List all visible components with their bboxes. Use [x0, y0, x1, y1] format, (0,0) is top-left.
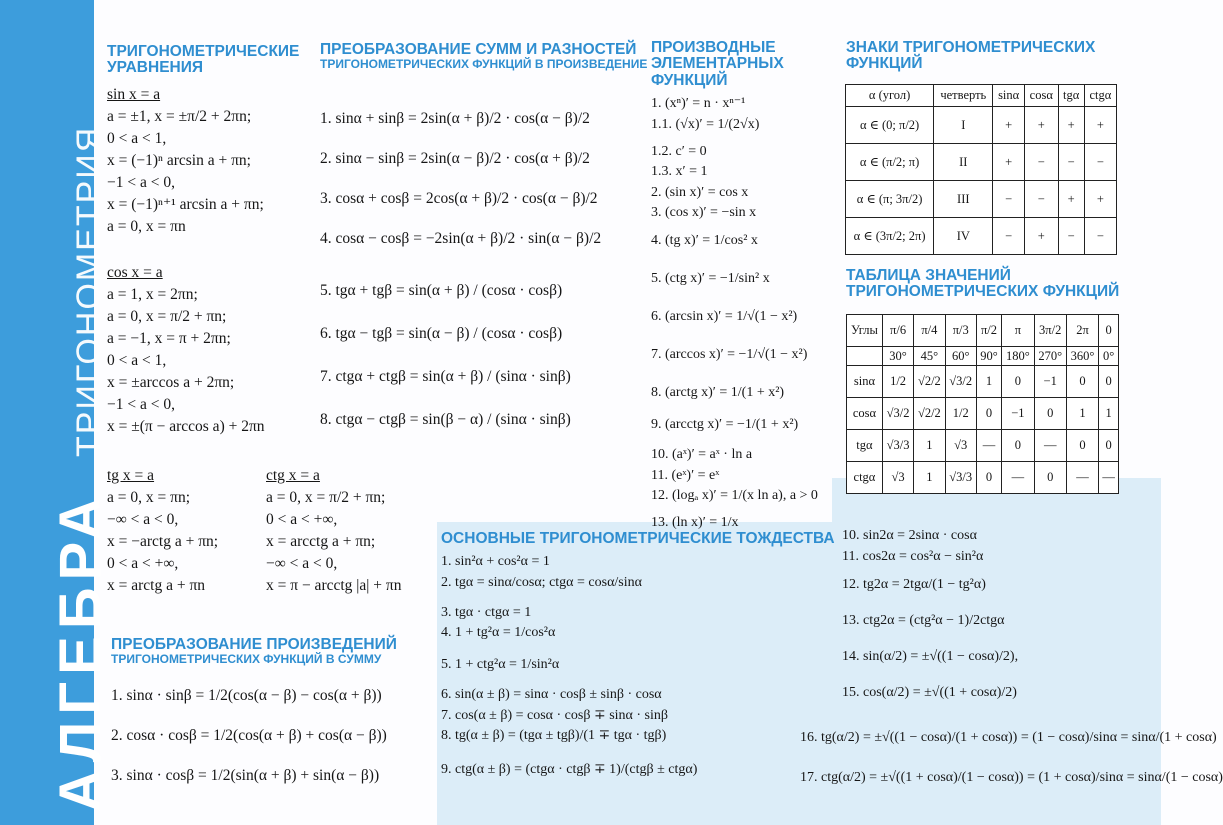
- derivative-formula: 7. (arccos x)′ = −1/√(1 − x²): [651, 347, 808, 362]
- equation-line: a = ±1, x = ±π/2 + 2πn;: [107, 108, 252, 125]
- table-cell: +: [1024, 107, 1058, 144]
- table-row: [847, 462, 1119, 494]
- identity-formula: 8. tg(α ± β) = (tgα ± tgβ)/(1 ∓ tgα · tgβ): [441, 728, 667, 743]
- derivative-formula: 1.1. (√x)′ = 1/(2√x): [651, 116, 760, 132]
- table-cell: −: [1058, 144, 1084, 181]
- derivative-formula: 1.3. x′ = 1: [651, 164, 708, 179]
- equation-line: −1 < a < 0,: [107, 174, 175, 191]
- derivatives-list: [651, 94, 818, 534]
- sum-formula: 6. tgα − tgβ = sin(α − β) / (cosα · cosβ): [320, 325, 563, 342]
- table-cell: 270°: [1034, 347, 1066, 366]
- table-cell: +: [1024, 218, 1058, 255]
- table-cell: III: [934, 181, 993, 218]
- table-cell: 1: [976, 366, 1001, 398]
- derivative-formula: 10. (aˣ)′ = aˣ · ln a: [651, 447, 753, 462]
- table-cell: π/3: [945, 315, 976, 347]
- tg-equation-block: [107, 465, 218, 597]
- equation-line: a = 1, x = 2πn;: [107, 286, 198, 303]
- derivative-formula: 4. (tg x)′ = 1/cos² x: [651, 233, 758, 248]
- table-row: [847, 366, 1119, 398]
- derivatives-title: ПРОИЗВОДНЫЕ ЭЛЕМЕНТАРНЫХ ФУНКЦИЙ: [651, 39, 784, 89]
- sums-formulas: [320, 108, 601, 452]
- table-cell: π/2: [976, 315, 1001, 347]
- identities-right-top: [842, 526, 1018, 719]
- table-cell: —: [1002, 462, 1034, 494]
- table-cell: 0: [1034, 398, 1066, 430]
- signs-header-row: [846, 85, 1117, 107]
- table-cell: 90°: [976, 347, 1001, 366]
- sum-formula: 5. tgα + tgβ = sin(α + β) / (cosα · cosβ): [320, 282, 563, 299]
- table-cell: √3: [945, 430, 976, 462]
- table-cell: IV: [934, 218, 993, 255]
- sidebar-subtitle: ТРИГОНОМЕТРИЯ: [70, 125, 108, 457]
- table-cell: 1/2: [882, 366, 913, 398]
- table-cell: −: [1058, 218, 1084, 255]
- products-formulas: [111, 685, 387, 805]
- product-formula: 3. sinα · cosβ = 1/2(sin(α + β) + sin(α − β)): [111, 767, 380, 784]
- table-cell: 1: [914, 462, 945, 494]
- table-cell: π: [1002, 315, 1034, 347]
- table-cell: √2/2: [914, 366, 945, 398]
- identity-formula: 7. cos(α ± β) = cosα · cosβ ∓ sinα · sinβ: [441, 707, 668, 723]
- table-cell: π/4: [914, 315, 945, 347]
- table-cell: —: [976, 430, 1001, 462]
- derivative-formula: 3. (cos x)′ = −sin x: [651, 205, 757, 220]
- derivative-formula: 5. (ctg x)′ = −1/sin² x: [651, 271, 770, 286]
- tg-equation-heading: tg x = a: [107, 467, 155, 484]
- equation-line: x = ±arccos a + 2πn;: [107, 374, 235, 391]
- sin-equation-block: [107, 84, 264, 238]
- table-cell: 0: [1066, 430, 1098, 462]
- table-cell: 1: [1099, 398, 1119, 430]
- equation-line: −∞ < a < 0,: [266, 555, 338, 572]
- equation-line: x = ±(π − arccos a) + 2πn: [107, 418, 265, 435]
- table-cell: 0: [1002, 366, 1034, 398]
- sum-formula: 7. ctgα + ctgβ = sin(α + β) / (sinα · sinβ): [320, 368, 571, 385]
- equation-line: −∞ < a < 0,: [107, 511, 179, 528]
- table-cell: √2/2: [914, 398, 945, 430]
- identities-title: ОСНОВНЫЕ ТРИГОНОМЕТРИЧЕСКИЕ ТОЖДЕСТВА: [441, 530, 835, 547]
- table-cell: 60°: [945, 347, 976, 366]
- values-table: [846, 314, 1119, 494]
- table-cell: cosα: [847, 398, 883, 430]
- table-cell: −: [1084, 144, 1116, 181]
- table-cell: +: [1084, 107, 1116, 144]
- table-cell: 1: [1066, 398, 1098, 430]
- equation-line: a = 0, x = πn;: [107, 489, 190, 506]
- table-cell: ctgα: [847, 462, 883, 494]
- values-header-row: [847, 315, 1119, 347]
- table-cell: —: [1034, 430, 1066, 462]
- table-cell: α ∈ (π; 3π/2): [846, 181, 934, 218]
- identity-formula: 15. cos(α/2) = ±√((1 + cosα)/2): [842, 684, 1017, 700]
- table-cell: +: [993, 107, 1024, 144]
- table-row: [846, 144, 1117, 181]
- derivative-formula: 1.2. c′ = 0: [651, 143, 707, 159]
- table-cell: +: [1084, 181, 1116, 218]
- identity-formula: 14. sin(α/2) = ±√((1 − cosα)/2),: [842, 648, 1019, 664]
- table-row: [846, 218, 1117, 255]
- sidebar: [0, 0, 113, 825]
- table-cell: четверть: [934, 85, 993, 107]
- identity-formula: 3. tgα · ctgα = 1: [441, 604, 532, 620]
- table-cell: −: [1024, 181, 1058, 218]
- table-cell: +: [1058, 181, 1084, 218]
- table-cell: 0: [1099, 315, 1119, 347]
- table-cell: sinα: [847, 366, 883, 398]
- table-cell: α ∈ (0; π/2): [846, 107, 934, 144]
- table-cell: ctgα: [1084, 85, 1116, 107]
- derivative-formula: 2. (sin x)′ = cos x: [651, 184, 749, 200]
- table-cell: −: [1084, 218, 1116, 255]
- ctg-equation-block: [266, 465, 401, 597]
- equation-line: x = arctg a + πn: [107, 577, 206, 594]
- table-cell: 0: [1099, 430, 1119, 462]
- identity-formula: 11. cos2α = cos²α − sin²α: [842, 548, 984, 564]
- table-cell: 2π: [1066, 315, 1098, 347]
- table-cell: [847, 347, 883, 366]
- signs-table: [845, 84, 1117, 255]
- table-cell: —: [1066, 462, 1098, 494]
- table-cell: sinα: [993, 85, 1024, 107]
- identities-left: [441, 552, 697, 794]
- identity-formula: 12. tg2α = 2tgα/(1 − tg²α): [842, 576, 986, 592]
- table-cell: 0: [1034, 462, 1066, 494]
- table-cell: —: [1099, 462, 1119, 494]
- equation-line: 0 < a < 1,: [107, 130, 167, 147]
- sum-formula: 3. cosα + cosβ = 2cos(α + β)/2 · cos(α − β)/2: [320, 190, 598, 207]
- identity-formula: 13. ctg2α = (ctg²α − 1)/2ctgα: [842, 612, 1005, 628]
- equation-line: a = 0, x = π/2 + πn;: [266, 489, 386, 506]
- cos-equation-block: [107, 262, 265, 438]
- table-cell: 180°: [1002, 347, 1034, 366]
- table-cell: 360°: [1066, 347, 1098, 366]
- table-cell: α ∈ (π/2; π): [846, 144, 934, 181]
- table-cell: I: [934, 107, 993, 144]
- equation-line: a = −1, x = π + 2πn;: [107, 330, 231, 347]
- equation-line: 0 < a < 1,: [107, 352, 167, 369]
- identity-formula: 10. sin2α = 2sinα · cosα: [842, 528, 977, 543]
- table-cell: 1: [914, 430, 945, 462]
- sums-title: ПРЕОБРАЗОВАНИЕ СУММ И РАЗНОСТЕЙ ТРИГОНОМЕТРИЧЕСКИХ ФУНКЦИЙ В ПРОИЗВЕДЕНИЕ: [320, 41, 648, 72]
- sum-formula: 4. cosα − cosβ = −2sin(α + β)/2 · sin(α − β)/2: [320, 230, 602, 247]
- ctg-equation-heading: ctg x = a: [266, 467, 320, 484]
- derivative-formula: 13. (ln x)′ = 1/x: [651, 515, 739, 530]
- identity-formula: 4. 1 + tg²α = 1/cos²α: [441, 625, 556, 640]
- identities-right-bottom: [800, 728, 1223, 808]
- values-title: ТАБЛИЦА ЗНАЧЕНИЙ ТРИГОНОМЕТРИЧЕСКИХ ФУНКЦИЙ: [846, 267, 1120, 301]
- product-formula: 2. cosα · cosβ = 1/2(cos(α + β) + cos(α − β)): [111, 727, 387, 744]
- table-cell: −1: [1034, 366, 1066, 398]
- table-cell: 30°: [882, 347, 913, 366]
- equation-line: x = (−1)ⁿ⁺¹ arcsin a + πn;: [107, 196, 264, 213]
- derivative-formula: 8. (arctg x)′ = 1/(1 + x²): [651, 385, 785, 400]
- table-cell: 0: [1002, 430, 1034, 462]
- equation-line: −1 < a < 0,: [107, 396, 175, 413]
- product-formula: 1. sinα · sinβ = 1/2(cos(α − β) − cos(α + β)): [111, 687, 382, 704]
- sidebar-title: [47, 126, 114, 812]
- table-cell: 45°: [914, 347, 945, 366]
- sidebar-main-title: АЛГЕБРА: [48, 490, 113, 812]
- table-cell: √3: [882, 462, 913, 494]
- derivative-formula: 11. (eˣ)′ = eˣ: [651, 467, 720, 483]
- cos-equation-heading: cos x = a: [107, 264, 163, 281]
- identity-formula: 5. 1 + ctg²α = 1/sin²α: [441, 657, 560, 672]
- table-cell: 3π/2: [1034, 315, 1066, 347]
- values-degrees-row: [847, 347, 1119, 366]
- table-cell: +: [1058, 107, 1084, 144]
- table-cell: 0: [1066, 366, 1098, 398]
- equation-line: 0 < a < +∞,: [266, 511, 338, 528]
- sum-formula: 2. sinα − sinβ = 2sin(α − β)/2 · cos(α + β)/2: [320, 150, 590, 167]
- identity-formula: 6. sin(α ± β) = sinα · cosβ ± sinβ · cosα: [441, 687, 662, 702]
- equation-line: 0 < a < +∞,: [107, 555, 179, 572]
- table-cell: √3/2: [882, 398, 913, 430]
- table-cell: Углы: [847, 315, 883, 347]
- equations-title: ТРИГОНОМЕТРИЧЕСКИЕ УРАВНЕНИЯ: [107, 43, 300, 77]
- derivative-formula: 6. (arcsin x)′ = 1/√(1 − x²): [651, 309, 798, 324]
- table-cell: −: [1024, 144, 1058, 181]
- derivative-formula: 1. (xⁿ)′ = n · xⁿ⁻¹: [651, 96, 746, 111]
- products-title: ПРЕОБРАЗОВАНИЕ ПРОИЗВЕДЕНИЙ ТРИГОНОМЕТРИЧЕСКИХ ФУНКЦИЙ В СУММУ: [111, 636, 397, 667]
- table-cell: cosα: [1024, 85, 1058, 107]
- equation-line: a = 0, x = π/2 + πn;: [107, 308, 227, 325]
- table-cell: tgα: [1058, 85, 1084, 107]
- table-cell: 0: [976, 398, 1001, 430]
- table-row: [846, 181, 1117, 218]
- table-cell: √3/2: [945, 366, 976, 398]
- equation-line: x = (−1)ⁿ arcsin a + πn;: [107, 152, 251, 169]
- equation-line: x = π − arcctg |a| + πn: [266, 577, 402, 594]
- table-row: [847, 430, 1119, 462]
- table-cell: α ∈ (3π/2; 2π): [846, 218, 934, 255]
- equation-line: x = arcctg a + πn;: [266, 533, 376, 550]
- signs-title: ЗНАКИ ТРИГОНОМЕТРИЧЕСКИХ ФУНКЦИЙ: [846, 39, 1096, 73]
- identity-formula: 9. ctg(α ± β) = (ctgα · ctgβ ∓ 1)/(ctgβ ± ctgα): [441, 762, 698, 777]
- derivative-formula: 12. (logₐ x)′ = 1/(x ln a), a > 0: [651, 488, 818, 503]
- table-cell: −: [993, 181, 1024, 218]
- table-cell: 0°: [1099, 347, 1119, 366]
- table-row: [847, 398, 1119, 430]
- table-cell: π/6: [882, 315, 913, 347]
- table-cell: −1: [1002, 398, 1034, 430]
- table-cell: 0: [1099, 366, 1119, 398]
- equation-line: a = 0, x = πn: [107, 218, 186, 235]
- identity-formula: 17. ctg(α/2) = ±√((1 + cosα)/(1 − cosα)) = (1 + cosα)/sinα = sinα/(1 − cosα): [800, 770, 1223, 785]
- table-cell: √3/3: [882, 430, 913, 462]
- identity-formula: 2. tgα = sinα/cosα; ctgα = cosα/sinα: [441, 574, 642, 590]
- table-cell: √3/3: [945, 462, 976, 494]
- table-cell: +: [993, 144, 1024, 181]
- identity-formula: 16. tg(α/2) = ±√((1 − cosα)/(1 + cosα)) = (1 − cosα)/sinα = sinα/(1 + cosα): [800, 730, 1217, 745]
- table-cell: −: [993, 218, 1024, 255]
- table-cell: 0: [976, 462, 1001, 494]
- table-cell: α (угол): [846, 85, 934, 107]
- table-cell: 1/2: [945, 398, 976, 430]
- table-cell: tgα: [847, 430, 883, 462]
- identity-formula: 1. sin²α + cos²α = 1: [441, 554, 550, 569]
- sum-formula: 8. ctgα − ctgβ = sin(β − α) / (sinα · sinβ): [320, 411, 571, 428]
- table-row: [846, 107, 1117, 144]
- table-cell: II: [934, 144, 993, 181]
- sin-equation-heading: sin x = a: [107, 86, 161, 103]
- equation-line: x = −arctg a + πn;: [107, 533, 219, 550]
- derivative-formula: 9. (arcctg x)′ = −1/(1 + x²): [651, 417, 799, 432]
- sum-formula: 1. sinα + sinβ = 2sin(α + β)/2 · cos(α − β)/2: [320, 110, 590, 127]
